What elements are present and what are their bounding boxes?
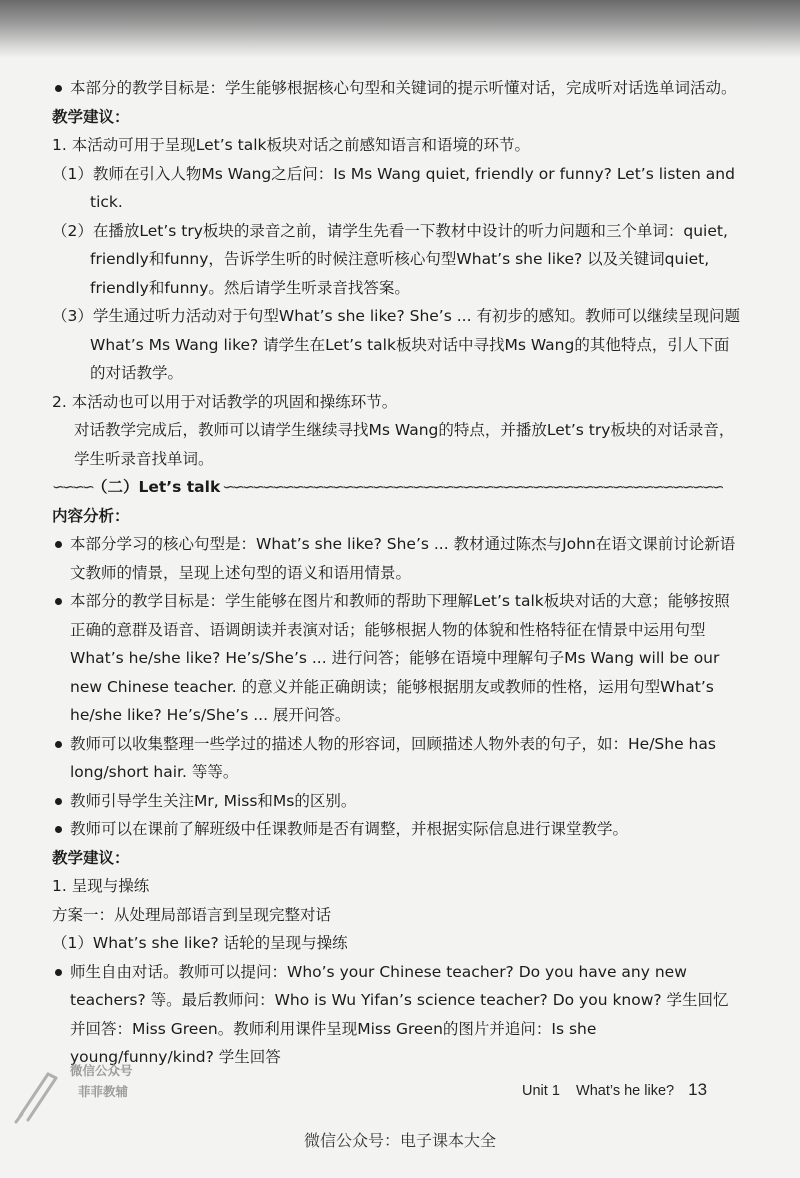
numbered-item: 1. 本活动可用于呈现Let’s talk板块对话之前感知语言和语境的环节。: [52, 136, 530, 154]
sub-item: （1）教师在引入人物Ms Wang之后问：Is Ms Wang quiet, friendly or funny? Let’s listen and tick.: [52, 164, 735, 211]
page-top-shadow: [0, 0, 800, 58]
sub-item: （3）学生通过听力活动对于句型What’s she like? She’s ... 有初步的感知。教师可以继续呈现问题What’s Ms Wang like? 请学生在Let’s talk板块对话中寻找Ms Wang的其他特点，引人下面的对话教学。: [52, 307, 740, 382]
publisher-stamp: [8, 1056, 158, 1128]
stamp-line-1: 微信公众号: [70, 1063, 133, 1078]
bullet-paragraph: 本部分学习的核心句型是：What’s she like? She’s ... 教材通过陈杰与John在语文课前讨论新语文教师的情景，呈现上述句型的语义和语用情景。: [52, 530, 742, 587]
bullet-paragraph: 本部分的教学目标是：学生能够根据核心句型和关键词的提示听懂对话，完成听对话选单词活动。: [52, 74, 742, 103]
bullet-paragraph: 师生自由对话。教师可以提问：Who’s your Chinese teacher? Do you have any new teachers? 等。最后教师问：Who is Wu Yifan’s science teacher? Do you know? 学生回忆并回答：Miss Green。教师利用课件呈现Miss Green的图片并追问：Is she young/funny/kind? 学生回答: [52, 958, 742, 1072]
footer-unit: Unit 1: [522, 1083, 560, 1099]
section-heading: 教学建议：: [52, 107, 130, 126]
page-number: 13: [688, 1080, 708, 1099]
sub-body-text: 对话教学完成后，教师可以请学生继续寻找Ms Wang的特点，并播放Let’s try板块的对话录音，学生听录音找单词。: [74, 421, 735, 468]
section-title: （二）Let’s talk: [91, 478, 221, 496]
page-body: [52, 74, 742, 1072]
footer-title: What’s he like?: [576, 1083, 675, 1099]
wave-decoration: ∽∽∽∽∽∽∽∽∽∽∽∽∽∽∽∽∽∽∽∽∽∽∽∽∽∽∽∽∽∽∽∽∽∽∽∽∽∽∽∽∽∽∽∽∽∽∽∽∽∽: [220, 478, 722, 496]
plain-line: （1）What’s she like? 话轮的呈现与操练: [52, 934, 348, 952]
stamp-line-2: 菲菲教辅: [78, 1084, 129, 1099]
plain-line: 1. 呈现与操练: [52, 877, 150, 895]
bullet-paragraph: 教师引导学生关注Mr, Miss和Ms的区别。: [52, 787, 742, 816]
numbered-item: 2. 本活动也可以用于对话教学的巩固和操练环节。: [52, 392, 398, 411]
section-heading: 内容分析：: [52, 506, 130, 525]
section-title-bar: [52, 473, 742, 502]
bullet-paragraph: 本部分的教学目标是：学生能够在图片和教师的帮助下理解Let’s talk板块对话的大意；能够按照正确的意群及语音、语调朗读并表演对话；能够根据人物的体貌和性格特征在情景中运用句型What’s he/she like? He’s/She’s ... 进行问答；能够在语境中理解句子Ms Wang will be our new Chinese teacher. 的意义并能正确朗读；能够根据朋友或教师的性格，运用句型What’s he/she like? He’s/She’s ... 展开问答。: [52, 587, 742, 730]
plain-line: 方案一：从处理局部语言到呈现完整对话: [52, 905, 332, 924]
section-heading: 教学建议：: [52, 848, 130, 867]
pen-icon: [10, 1056, 70, 1126]
bottom-watermark: 微信公众号：电子课本大全: [303, 1131, 496, 1150]
page-footer: [522, 1080, 707, 1100]
sub-item: （2）在播放Let’s try板块的录音之前，请学生先看一下教材中设计的听力问题和三个单词：quiet, friendly和funny，告诉学生听的时候注意听核心句型What’s she like? 以及关键词quiet, friendly和funny。然后请学生听录音找答案。: [52, 221, 728, 297]
bullet-paragraph: 教师可以收集整理一些学过的描述人物的形容词，回顾描述人物外表的句子，如：He/She has long/short hair. 等等。: [52, 730, 742, 787]
wave-decoration: ∽∽∽∽: [52, 478, 92, 496]
bullet-paragraph: 教师可以在课前了解班级中任课教师是否有调整，并根据实际信息进行课堂教学。: [52, 815, 742, 844]
